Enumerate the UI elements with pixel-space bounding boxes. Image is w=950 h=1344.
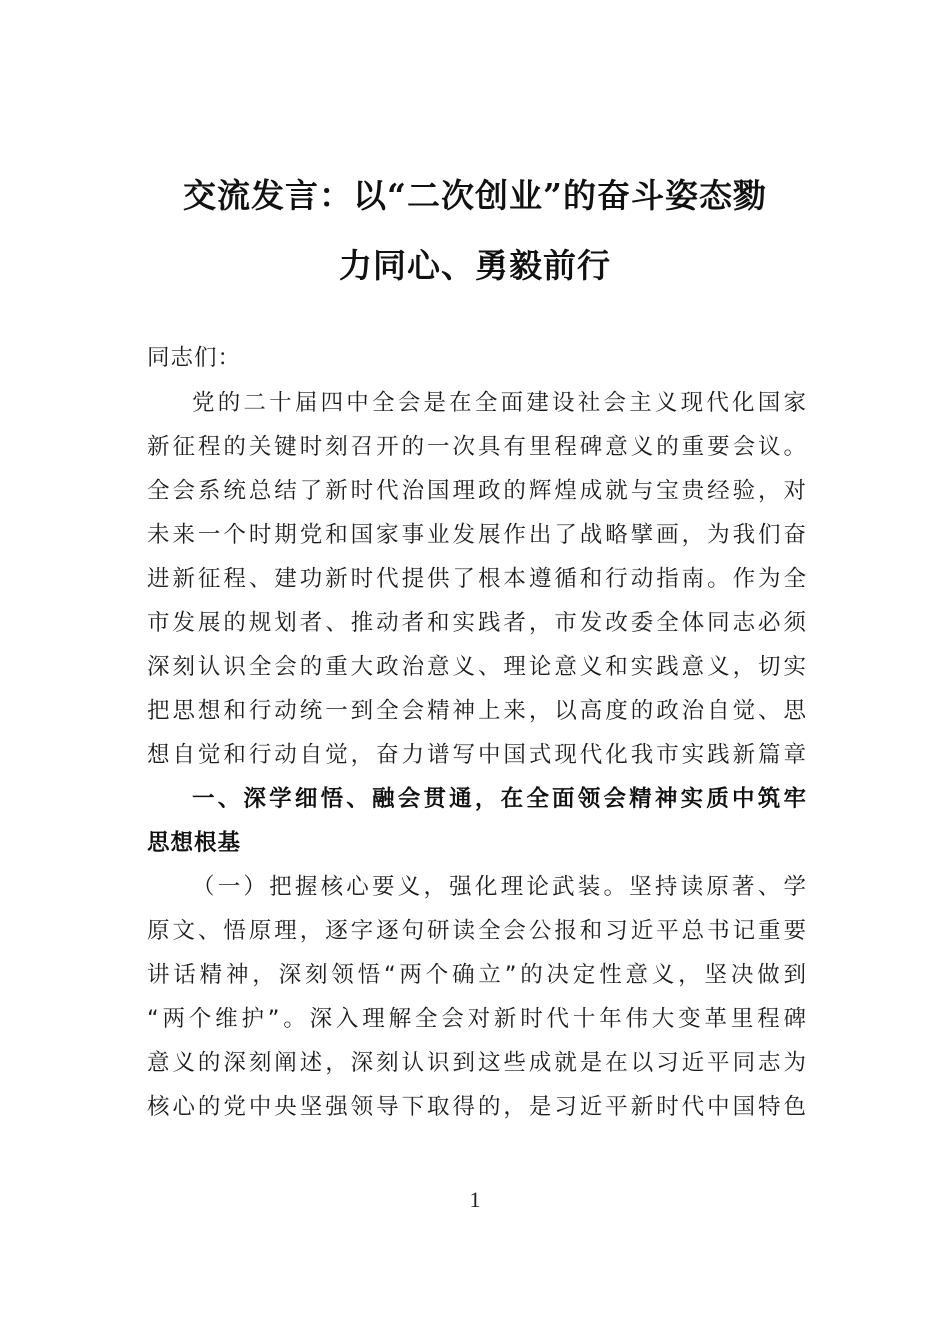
subsection-line-2: 原文、悟原理，逐字逐句研读全会公报和习近平总书记重要: [147, 918, 807, 944]
subsection-line-5: 意义的深刻阐述，深刻认识到这些成就是在以习近平同志为: [147, 1050, 807, 1076]
body-line-1: 党的二十届四中全会是在全面建设社会主义现代化国家: [192, 390, 807, 416]
body-line-4: 未来一个时期党和国家事业发展作出了战略擘画，为我们奋: [147, 522, 807, 548]
body-line-8: 把思想和行动统一到全会精神上来，以高度的政治自觉、思: [147, 698, 807, 724]
greeting: 同志们：: [147, 345, 242, 371]
subsection-line-1: （一）把握核心要义，强化理论武装。坚持读原著、学: [192, 874, 807, 900]
page-number: 1: [469, 1187, 481, 1212]
subsection-line-4: “两个维护”。深入理解全会对新时代十年伟大变革里程碑: [147, 1006, 807, 1032]
subsection-line-6: 核心的党中央坚强领导下取得的，是习近平新时代中国特色: [147, 1094, 807, 1120]
body-line-9: 想自觉和行动自觉，奋力谱写中国式现代化我市实践新篇章: [147, 742, 807, 768]
body-line-2: 新征程的关键时刻召开的一次具有里程碑意义的重要会议。: [147, 434, 807, 460]
body-line-7: 深刻认识全会的重大政治意义、理论意义和实践意义，切实: [147, 654, 807, 680]
subsection-line-3: 讲话精神，深刻领悟“两个确立”的决定性意义，坚决做到: [147, 962, 807, 988]
body-line-5: 进新征程、建功新时代提供了根本遵循和行动指南。作为全: [147, 566, 807, 592]
section-heading-line-1: 一、深学细悟、融会贯通，在全面领会精神实质中筑牢: [192, 786, 807, 812]
document-title-line-1: 交流发言：以“二次创业”的奋斗姿态勠: [183, 176, 767, 215]
body-line-3: 全会系统总结了新时代治国理政的辉煌成就与宝贵经验，对: [147, 478, 807, 504]
document-title-line-2: 力同心、勇毅前行: [339, 246, 611, 285]
body-line-6: 市发展的规划者、推动者和实践者，市发改委全体同志必须: [147, 610, 807, 636]
section-heading-line-2: 思想根基: [147, 830, 242, 856]
